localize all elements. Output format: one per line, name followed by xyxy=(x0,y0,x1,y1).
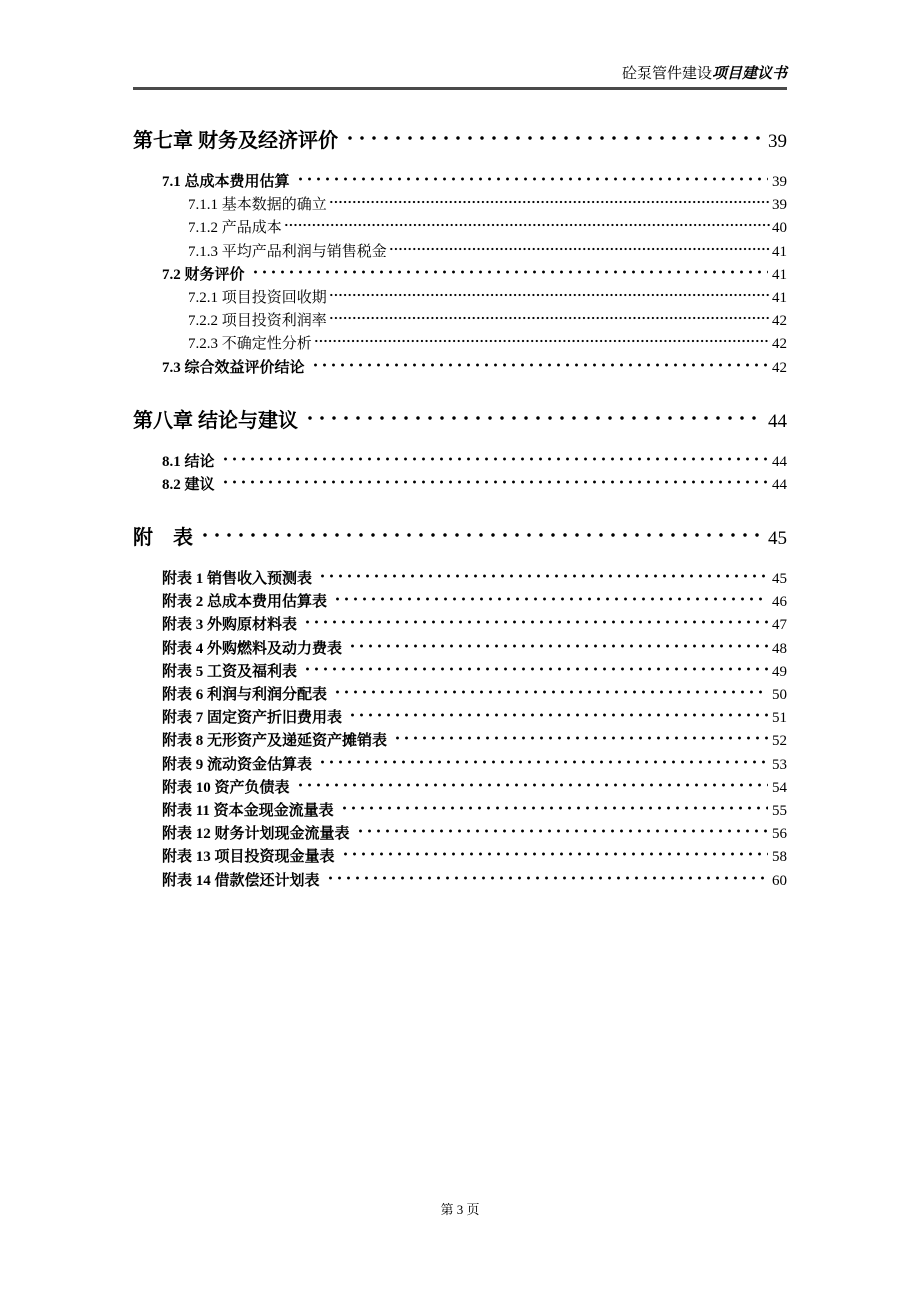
toc-entry-page: 53 xyxy=(772,756,787,773)
toc-entry-label: 8.1 结论 xyxy=(162,453,215,470)
toc-entry-page: 56 xyxy=(772,826,787,843)
toc-entry-label: 附表 8 无形资产及递延资产摊销表 xyxy=(162,733,388,750)
toc-entry[interactable] xyxy=(133,126,787,156)
toc-entry-label: 附表 12 财务计划现金流量表 xyxy=(162,826,350,843)
toc-entry[interactable] xyxy=(133,800,787,823)
toc-entry-label: 第八章 结论与建议 xyxy=(133,409,298,432)
toc-entry[interactable] xyxy=(133,310,787,333)
toc-entry-label: 7.3 综合效益评价结论 xyxy=(162,359,305,376)
toc-entry-page: 44 xyxy=(768,410,787,432)
page-number: 第 3 页 xyxy=(440,1202,480,1217)
toc-entry[interactable] xyxy=(133,614,787,637)
toc-entry-page: 58 xyxy=(772,849,787,866)
toc-entry-page: 50 xyxy=(772,687,787,703)
toc-entry[interactable] xyxy=(133,730,787,753)
toc-entry-page: 54 xyxy=(772,779,787,796)
toc-entry[interactable] xyxy=(133,568,787,591)
toc-entry-label: 7.1.3 平均产品利润与销售税金 xyxy=(188,243,387,260)
toc-entry-label: 附表 10 资产负债表 xyxy=(162,779,290,796)
header-title-prefix: 砼泵管件建设 xyxy=(621,66,712,82)
toc-entry[interactable] xyxy=(133,591,787,614)
toc-entry-page: 60 xyxy=(772,872,787,889)
toc-entry[interactable] xyxy=(133,264,787,287)
toc-entry[interactable] xyxy=(133,523,787,553)
toc-entry-page: 42 xyxy=(772,359,787,376)
toc-entry-page: 44 xyxy=(772,476,787,493)
toc-entry-page: 48 xyxy=(772,640,787,657)
toc-entry-label: 附表 11 资本金现金流量表 xyxy=(162,802,334,819)
toc-entry[interactable] xyxy=(133,287,787,310)
toc-entry-label: 附表 1 销售收入预测表 xyxy=(162,571,313,588)
header-title-emphasis: 项目建议书 xyxy=(711,66,787,82)
toc-entry-page: 39 xyxy=(772,197,787,214)
toc-entry-page: 41 xyxy=(772,243,787,260)
toc-entry[interactable] xyxy=(133,777,787,800)
toc-entry-label: 附表 5 工资及福利表 xyxy=(162,663,298,680)
toc-entry-label: 7.1 总成本费用估算 xyxy=(162,174,290,190)
toc-entry-page: 44 xyxy=(772,453,787,470)
toc-entry-page: 42 xyxy=(772,336,787,353)
toc-entry[interactable] xyxy=(133,823,787,846)
toc-entry[interactable] xyxy=(133,684,787,707)
toc-entry-label: 7.1.2 产品成本 xyxy=(188,220,282,237)
toc-entry-page: 51 xyxy=(772,710,787,727)
toc-entry[interactable] xyxy=(133,661,787,684)
toc-entry-page: 49 xyxy=(772,663,787,680)
toc-entry-label: 附表 4 外购燃料及动力费表 xyxy=(162,640,343,657)
toc-entry-page: 55 xyxy=(772,802,787,819)
toc-entry-page: 46 xyxy=(772,594,787,611)
toc-entry-page: 52 xyxy=(772,733,787,750)
toc-entry[interactable] xyxy=(133,707,787,730)
toc-entry-label: 附表 2 总成本费用估算表 xyxy=(162,594,328,611)
toc-entry-page: 45 xyxy=(768,528,787,550)
table-of-contents xyxy=(133,126,787,893)
toc-entry-label: 7.2.1 项目投资回收期 xyxy=(188,289,327,306)
toc-entry-page: 41 xyxy=(772,289,787,306)
toc-entry-page: 39 xyxy=(768,131,787,152)
toc-entry-label: 第七章 财务及经济评价 xyxy=(133,130,338,152)
toc-entry[interactable] xyxy=(133,357,787,380)
toc-entry-label: 附 表 xyxy=(133,527,193,550)
toc-entry[interactable] xyxy=(133,406,787,436)
toc-entry[interactable] xyxy=(133,451,787,474)
page-header xyxy=(133,64,787,90)
toc-entry-label: 附表 3 外购原材料表 xyxy=(162,617,298,634)
toc-entry-page: 39 xyxy=(772,174,787,190)
page-footer xyxy=(0,1202,920,1218)
toc-entry[interactable] xyxy=(133,638,787,661)
toc-entry-label: 7.2.2 项目投资利润率 xyxy=(188,313,327,330)
toc-entry-label: 附表 9 流动资金估算表 xyxy=(162,756,313,773)
toc-entry-label: 8.2 建议 xyxy=(162,476,215,493)
toc-entry-page: 42 xyxy=(772,313,787,330)
toc-entry[interactable] xyxy=(133,333,787,356)
toc-entry[interactable] xyxy=(133,754,787,777)
toc-entry-label: 附表 7 固定资产折旧费用表 xyxy=(162,710,343,727)
toc-entry-label: 7.1.1 基本数据的确立 xyxy=(188,197,327,214)
toc-entry[interactable] xyxy=(133,194,787,217)
toc-entry-page: 47 xyxy=(772,617,787,634)
toc-entry-page: 41 xyxy=(772,266,787,283)
toc-entry[interactable] xyxy=(133,241,787,264)
toc-entry[interactable] xyxy=(133,171,787,194)
toc-entry-label: 7.2.3 不确定性分析 xyxy=(188,336,312,353)
toc-entry-label: 附表 6 利润与利润分配表 xyxy=(162,687,328,703)
toc-entry[interactable] xyxy=(133,217,787,240)
toc-entry[interactable] xyxy=(133,846,787,869)
toc-entry-label: 附表 13 项目投资现金量表 xyxy=(162,849,335,866)
toc-entry-label: 附表 14 借款偿还计划表 xyxy=(162,872,320,889)
toc-entry-page: 45 xyxy=(772,571,787,588)
toc-entry-label: 7.2 财务评价 xyxy=(162,266,245,283)
toc-entry-page: 40 xyxy=(772,220,787,237)
toc-entry[interactable] xyxy=(133,474,787,497)
toc-entry[interactable] xyxy=(133,870,787,893)
